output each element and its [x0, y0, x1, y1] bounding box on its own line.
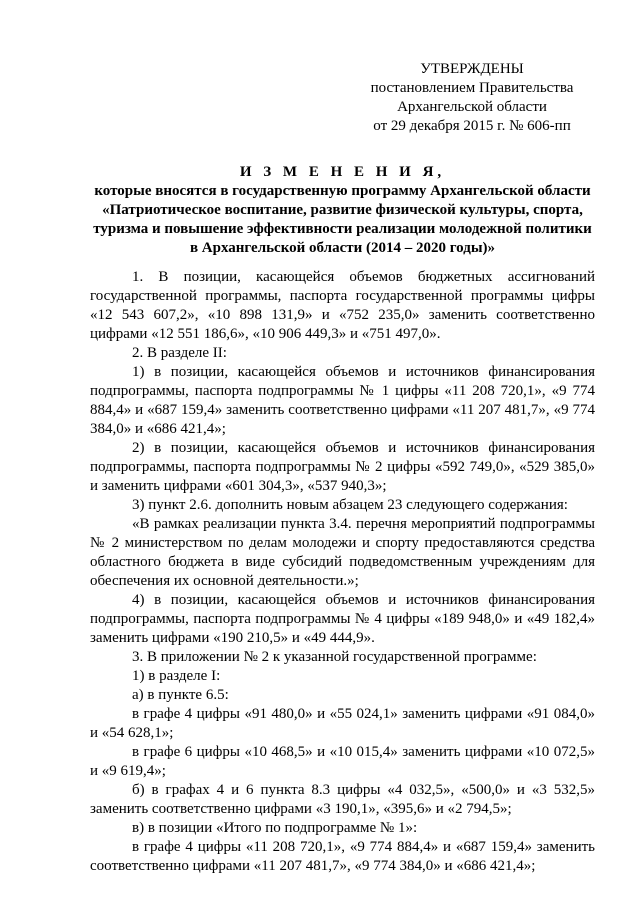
- approval-heading: УТВЕРЖДЕНЫ: [420, 61, 524, 77]
- paragraph: 2. В разделе II:: [132, 345, 227, 361]
- paragraph: 1) в разделе I:: [132, 668, 221, 684]
- document-title: [90, 163, 595, 258]
- paragraph: б) в графах 4 и 6 пункта 8.3 цифры «4 032,5», «500,0» и «3 532,5» заменить соответственно цифрами «3 190,1», «395,6» и «2 794,5»;: [90, 782, 595, 817]
- approval-line: постановлением Правительства: [370, 80, 574, 96]
- paragraph: 3. В приложении № 2 к указанной государственной программе:: [132, 649, 537, 665]
- paragraph: в) в позиции «Итого по подпрограмме № 1»:: [132, 820, 418, 836]
- program-name: «Патриотическое воспитание, развитие физической культуры, спорта, туризма и повышение эффективности реализации молодежной политики в Архангельской области (2014 – 2020 годы)»: [93, 202, 592, 256]
- approval-date-line: от 29 декабря 2015 г. № 606-пп: [373, 118, 571, 134]
- paragraph: в графе 4 цифры «91 480,0» и «55 024,1» заменить цифрами «91 084,0» и «54 628,1»;: [90, 706, 595, 741]
- approval-line: Архангельской области: [397, 99, 547, 115]
- paragraph: 4) в позиции, касающейся объемов и источников финансирования подпрограммы, паспорта подпрограммы № 4 цифры «189 948,0» и «49 182,4» заменить цифрами «190 210,5» и «49 444,9».: [90, 592, 595, 646]
- document-body: [90, 268, 595, 876]
- paragraph: 3) пункт 2.6. дополнить новым абзацем 23 следующего содержания:: [132, 497, 568, 513]
- paragraph: в графе 4 цифры «11 208 720,1», «9 774 884,4» и «687 159,4» заменить соответственно цифрами «11 207 481,7», «9 774 384,0» и «686 421,4»;: [90, 839, 595, 874]
- paragraph: «В рамках реализации пункта 3.4. перечня мероприятий подпрограммы № 2 министерством по делам молодежи и спорту предоставляются средства областного бюджета в виде субсидий подведомственным учреждениям для обеспечения их основной деятельности.»;: [90, 516, 595, 589]
- paragraph: 1. В позиции, касающейся объемов бюджетных ассигнований государственной программы, паспорта государственной программы цифры «12 543 607,2», «10 898 131,9» и «752 235,0» заменить соответственно цифрами «12 551 186,6», «10 906 449,3» и «751 497,0».: [90, 269, 595, 342]
- paragraph: 1) в позиции, касающейся объемов и источников финансирования подпрограммы, паспорта подпрограммы № 1 цифры «11 208 720,1», «9 774 884,4» и «687 159,4» заменить соответственно цифрами «11 207 481,7», «9 774 384,0» и «686 421,4»;: [90, 364, 595, 437]
- approval-stamp: [362, 60, 582, 136]
- paragraph: 2) в позиции, касающейся объемов и источников финансирования подпрограммы, паспорта подпрограммы № 2 цифры «592 749,0», «529 385,0» и заменить цифрами «601 304,3», «537 940,3»;: [90, 440, 595, 494]
- title-heading: И З М Е Н Е Н И Я,: [239, 164, 446, 180]
- title-subtitle: которые вносятся в государственную программу Архангельской области: [94, 183, 591, 199]
- paragraph: а) в пункте 6.5:: [132, 687, 229, 703]
- paragraph: в графе 6 цифры «10 468,5» и «10 015,4» заменить цифрами «10 072,5» и «9 619,4»;: [90, 744, 595, 779]
